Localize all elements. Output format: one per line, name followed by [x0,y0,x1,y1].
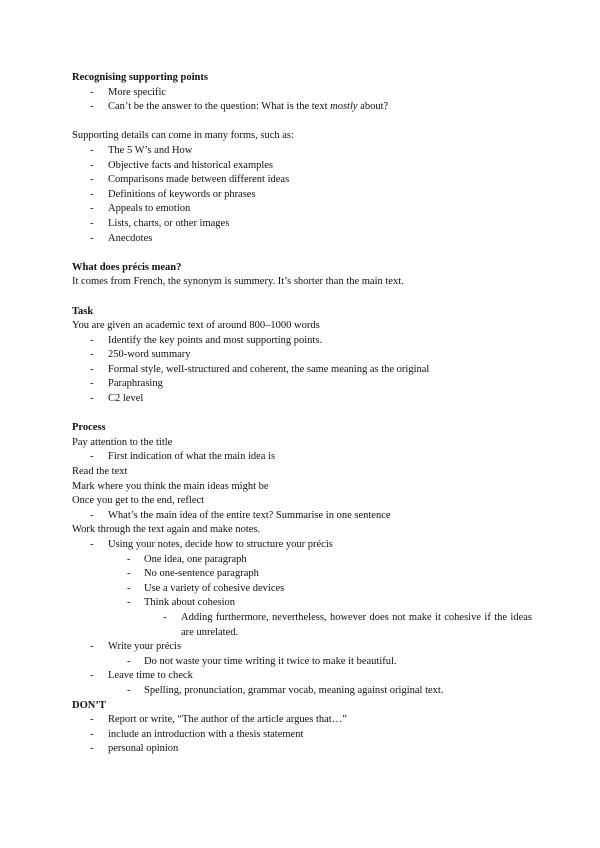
bullet-dash: - [90,349,94,361]
bullet-dash: - [127,568,131,580]
bullet-item [72,173,532,188]
bullet-text: include an introduction with a thesis statement [108,728,304,740]
sub-bullet-item [72,553,532,568]
bullet-item [72,144,532,159]
bullet-dash: - [90,86,94,98]
bullet-dash: - [90,363,94,375]
sub-bullet-item [72,596,532,611]
bullet-dash: - [90,101,94,113]
bullet-item [72,202,532,217]
bullet-text: Use a variety of cohesive devices [144,582,285,594]
bullet-text: 250-word summary [108,349,191,361]
bullet-text: Lists, charts, or other images [108,217,230,229]
emphasis-mostly: mostly [330,101,358,113]
bullet-text: Identify the key points and most supporting points. [108,334,323,346]
bullet-text: Write your précis [108,641,182,653]
bullet-item [72,669,532,684]
sub-bullet-item [72,567,532,582]
bullet-item [72,392,532,407]
bullet-dash: - [90,217,94,229]
bullet-item [72,713,532,728]
bullet-dash: - [90,670,94,682]
bullet-dash: - [127,597,131,609]
bullet-item [72,232,532,247]
bullet-text: Objective facts and historical examples [108,159,274,171]
bullet-dash: - [90,144,94,156]
bullet-item [72,640,532,655]
bullet-text: One idea, one paragraph [144,553,247,565]
bullet-text: Can’t be the answer to the question: What is the text [108,101,331,113]
bullet-text: Appeals to emotion [108,203,191,215]
bullet-item [72,217,532,232]
bullet-text: More specific [108,86,167,98]
document-body [72,71,532,757]
bullet-item [72,188,532,203]
bullet-dash: - [90,232,94,244]
bullet-text: personal opinion [108,743,179,755]
bullet-dash: - [127,553,131,565]
paragraph: Once you get to the end, reflect [72,495,205,507]
bullet-item [72,363,532,378]
bullet-text: about? [357,101,389,113]
bullet-text: C2 level [108,393,144,405]
bullet-text: What’s the main idea of the entire text? Summarise in one sentence [108,509,391,521]
bullet-text: Anecdotes [108,232,153,244]
bullet-item [72,159,532,174]
sub-bullet-item [72,582,532,597]
sub-bullet-item [72,684,532,699]
bullet-dash: - [127,655,131,667]
paragraph: Supporting details can come in many forms, such as: [72,130,294,142]
bullet-text: Adding furthermore, nevertheless, however does not make it cohesive if the ideas are unrelated. [181,611,532,638]
bullet-text: Report or write, “The author of the article argues that…” [108,714,347,726]
bullet-text: Think about cohesion [144,597,235,609]
bullet-text: Spelling, pronunciation, grammar vocab, meaning against original text. [144,684,444,696]
bullet-dash: - [90,728,94,740]
paragraph: It comes from French, the synonym is summery. It’s shorter than the main text. [72,276,404,288]
bullet-dash: - [90,451,94,463]
bullet-dash: - [90,714,94,726]
bullet-dash: - [90,159,94,171]
bullet-text: Formal style, well-structured and coherent, the same meaning as the original [108,363,430,375]
bullet-dash: - [90,203,94,215]
bullet-text: Paraphrasing [108,378,163,390]
bullet-text: Comparisons made between different ideas [108,174,290,186]
sub-sub-bullet-item [72,611,532,640]
bullet-dash: - [90,539,94,550]
bullet-dash: - [90,188,94,200]
bullet-text: Leave time to check [108,670,193,682]
bullet-item [72,100,532,115]
bullet-dash: - [163,611,167,623]
heading-recognising-supporting-points: Recognising supporting points [72,72,208,83]
bullet-item [72,450,532,465]
bullet-dash: - [90,641,94,653]
paragraph: Read the text [72,466,128,478]
bullet-dash: - [127,684,131,696]
bullet-dash: - [90,743,94,755]
bullet-text: Using your notes, decide how to structure your précis [108,539,333,550]
bullet-item [72,728,532,743]
bullet-item [72,538,532,553]
paragraph: Pay attention to the title [72,436,173,448]
paragraph: Work through the text again and make notes. [72,524,261,536]
bullet-text: No one-sentence paragraph [144,568,259,580]
bullet-item [72,86,532,101]
sub-bullet-item [72,655,532,670]
heading-what-does-precis-mean: What does précis mean? [72,261,182,273]
bullet-text: First indication of what the main idea is [108,451,276,463]
bullet-dash: - [127,582,131,594]
bullet-dash: - [90,378,94,390]
heading-process: Process [72,422,106,434]
bullet-text: Definitions of keywords or phrases [108,188,256,200]
bullet-item [72,348,532,363]
heading-task: Task [72,305,94,317]
bullet-item [72,742,532,757]
bullet-dash: - [90,174,94,186]
bullet-dash: - [90,509,94,521]
bullet-item [72,509,532,524]
bullet-dash: - [90,393,94,405]
bullet-item [72,334,532,349]
heading-dont: DON’T [72,699,106,711]
bullet-text: Do not waste your time writing it twice to make it beautiful. [144,655,397,667]
bullet-text: The 5 W’s and How [108,144,193,156]
paragraph: You are given an academic text of around 800–1000 words [72,320,320,332]
paragraph: Mark where you think the main ideas might be [72,480,269,492]
bullet-dash: - [90,334,94,346]
bullet-item [72,377,532,392]
